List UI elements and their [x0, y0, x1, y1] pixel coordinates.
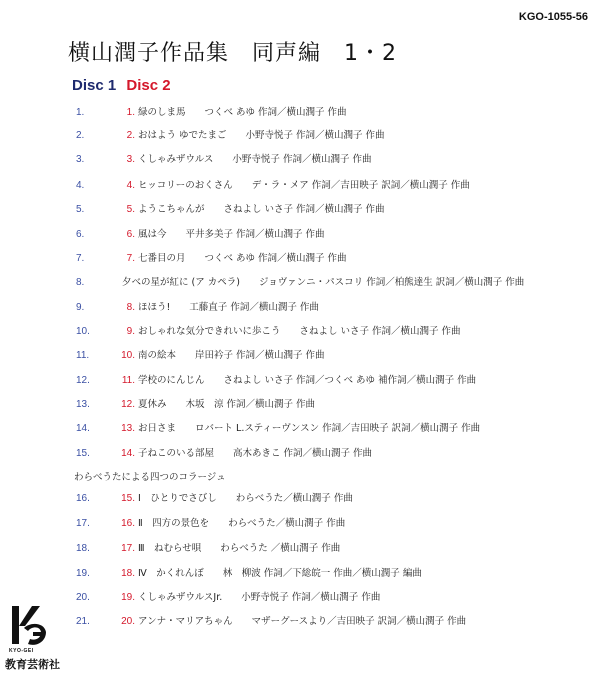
track-row[interactable] [0, 566, 600, 582]
disc2-track-number: 14. [121, 448, 135, 459]
disc2-track-number: 5. [126, 204, 135, 215]
disc2-track-number: 16. [121, 518, 135, 529]
disc1-track-number: 3. [76, 154, 85, 165]
track-row[interactable] [0, 275, 600, 291]
disc2-track-number: 12. [121, 399, 135, 410]
disc1-track-number: 14. [76, 423, 90, 434]
tab-disc-1[interactable]: Disc 1 [72, 77, 117, 94]
track-row[interactable] [0, 541, 600, 557]
section-heading: わらべうたによる四つのコラージュ [74, 472, 226, 483]
track-row[interactable] [0, 421, 600, 437]
disc2-track-number: 9. [126, 326, 135, 337]
disc2-track-number: 11. [121, 375, 135, 386]
track-title: ヒッコリーのおくさん デ・ラ・メア 作詞／吉田映子 訳詞／横山潤子 作曲 [138, 180, 470, 191]
disc2-track-number: 2. [126, 130, 135, 141]
track-row[interactable] [0, 348, 600, 364]
catalog-number: KGO-1055-56 [518, 11, 588, 23]
publisher-name: 教育芸術社 [5, 658, 60, 671]
disc1-track-number: 9. [76, 302, 85, 313]
track-title: 緑のしま馬 つくべ あゆ 作詞／横山潤子 作曲 [138, 107, 347, 118]
track-row[interactable] [0, 227, 600, 243]
track-row[interactable] [0, 491, 600, 507]
track-title: Ⅰ ひとりでさびし わらべうた／横山潤子 作曲 [138, 493, 353, 504]
disc1-track-number: 5. [76, 204, 85, 215]
track-title: アンナ・マリアちゃん マザーグースより／吉田映子 訳詞／横山潤子 作曲 [138, 616, 467, 627]
logo-small-text: KYO-GEI [9, 648, 34, 654]
kg-logo-icon [8, 604, 48, 648]
track-title: おはよう ゆでたまご 小野寺悦子 作詞／横山潤子 作曲 [138, 130, 385, 141]
track-row[interactable] [0, 251, 600, 267]
publisher-logo [5, 604, 67, 672]
track-title: ようこちゃんが さねよし いさ子 作詞／横山潤子 作曲 [138, 204, 385, 215]
track-row[interactable] [0, 614, 600, 630]
track-row[interactable] [0, 202, 600, 218]
disc1-track-number: 16. [76, 493, 90, 504]
disc1-track-number: 20. [76, 592, 90, 603]
disc1-track-number: 12. [76, 375, 90, 386]
disc1-track-number: 11. [76, 350, 90, 361]
disc2-track-number: 10. [121, 350, 135, 361]
disc1-track-number: 10. [76, 326, 90, 337]
disc2-track-number: 8. [126, 302, 135, 313]
disc-tabs [72, 77, 171, 94]
track-title: 夏休み 木坂 涼 作詞／横山潤子 作曲 [138, 399, 316, 410]
track-title: 学校のにんじん さねよし いさ子 作詞／つくべ あゆ 補作詞／横山潤子 作曲 [138, 375, 477, 386]
disc1-track-number: 2. [76, 130, 85, 141]
track-title: 風は今 平井多美子 作詞／横山潤子 作曲 [138, 229, 325, 240]
disc2-track-number: 4. [126, 180, 135, 191]
track-row[interactable] [0, 590, 600, 606]
disc2-track-number: 18. [121, 568, 135, 579]
track-title: Ⅳ かくれんぼ 林 柳波 作詞／下総皖一 作曲／横山潤子 編曲 [138, 568, 422, 579]
page-title: 横山潤子作品集 同声編 1・2 [68, 41, 397, 66]
disc1-track-number: 6. [76, 229, 85, 240]
track-row[interactable] [0, 397, 600, 413]
track-row[interactable] [0, 128, 600, 144]
track-row[interactable] [0, 446, 600, 462]
disc1-track-number: 19. [76, 568, 90, 579]
track-title: 南の絵本 岸田衿子 作詞／横山潤子 作曲 [138, 350, 325, 361]
disc1-track-number: 18. [76, 543, 90, 554]
track-row[interactable] [0, 178, 600, 194]
disc1-track-number: 15. [76, 448, 90, 459]
track-title: 子ねこのいる部屋 高木あきこ 作詞／横山潤子 作曲 [138, 448, 373, 459]
disc1-track-number: 21. [76, 616, 90, 627]
track-row[interactable] [0, 373, 600, 389]
disc2-track-number: 7. [126, 253, 135, 264]
disc2-track-number: 13. [121, 423, 135, 434]
track-row[interactable] [0, 152, 600, 168]
disc2-track-number: 6. [126, 229, 135, 240]
disc2-track-number: 19. [121, 592, 135, 603]
disc1-track-number: 17. [76, 518, 90, 529]
track-row[interactable] [0, 516, 600, 532]
track-row[interactable] [0, 300, 600, 316]
disc2-track-number: 1. [126, 107, 135, 118]
disc2-track-number: 15. [121, 493, 135, 504]
track-row[interactable] [0, 324, 600, 340]
disc1-track-number: 1. [76, 107, 85, 118]
track-title: お日さま ロバート L.スティーヴンスン 作詞／吉田映子 訳詞／横山潤子 作曲 [138, 423, 481, 434]
track-row[interactable] [0, 105, 600, 121]
track-title: Ⅱ 四方の景色を わらべうた／横山潤子 作曲 [138, 518, 346, 529]
track-title: ほほう! 工藤直子 作詞／横山潤子 作曲 [138, 302, 319, 313]
track-title: くしゃみザウルスJr. 小野寺悦子 作詞／横山潤子 作曲 [138, 592, 381, 603]
track-title: 夕べの星が紅に (ア カペラ) ジョヴァンニ・パスコリ 作詞／柏熊達生 訳詞／横山潤子 作曲 [122, 277, 525, 288]
track-title: Ⅲ ねむらせ唄 わらべうた ／横山潤子 作曲 [138, 543, 341, 554]
track-title: おしゃれな気分できれいに歩こう さねよし いさ子 作詞／横山潤子 作曲 [138, 326, 461, 337]
disc2-track-number: 3. [126, 154, 135, 165]
disc1-track-number: 4. [76, 180, 85, 191]
tab-disc-2[interactable]: Disc 2 [126, 77, 171, 94]
disc1-track-number: 7. [76, 253, 85, 264]
disc2-track-number: 20. [121, 616, 135, 627]
disc1-track-number: 8. [76, 277, 85, 288]
disc1-track-number: 13. [76, 399, 90, 410]
track-title: くしゃみザウルス 小野寺悦子 作詞／横山潤子 作曲 [138, 154, 372, 165]
track-title: 七番目の月 つくべ あゆ 作詞／横山潤子 作曲 [138, 253, 347, 264]
disc2-track-number: 17. [121, 543, 135, 554]
